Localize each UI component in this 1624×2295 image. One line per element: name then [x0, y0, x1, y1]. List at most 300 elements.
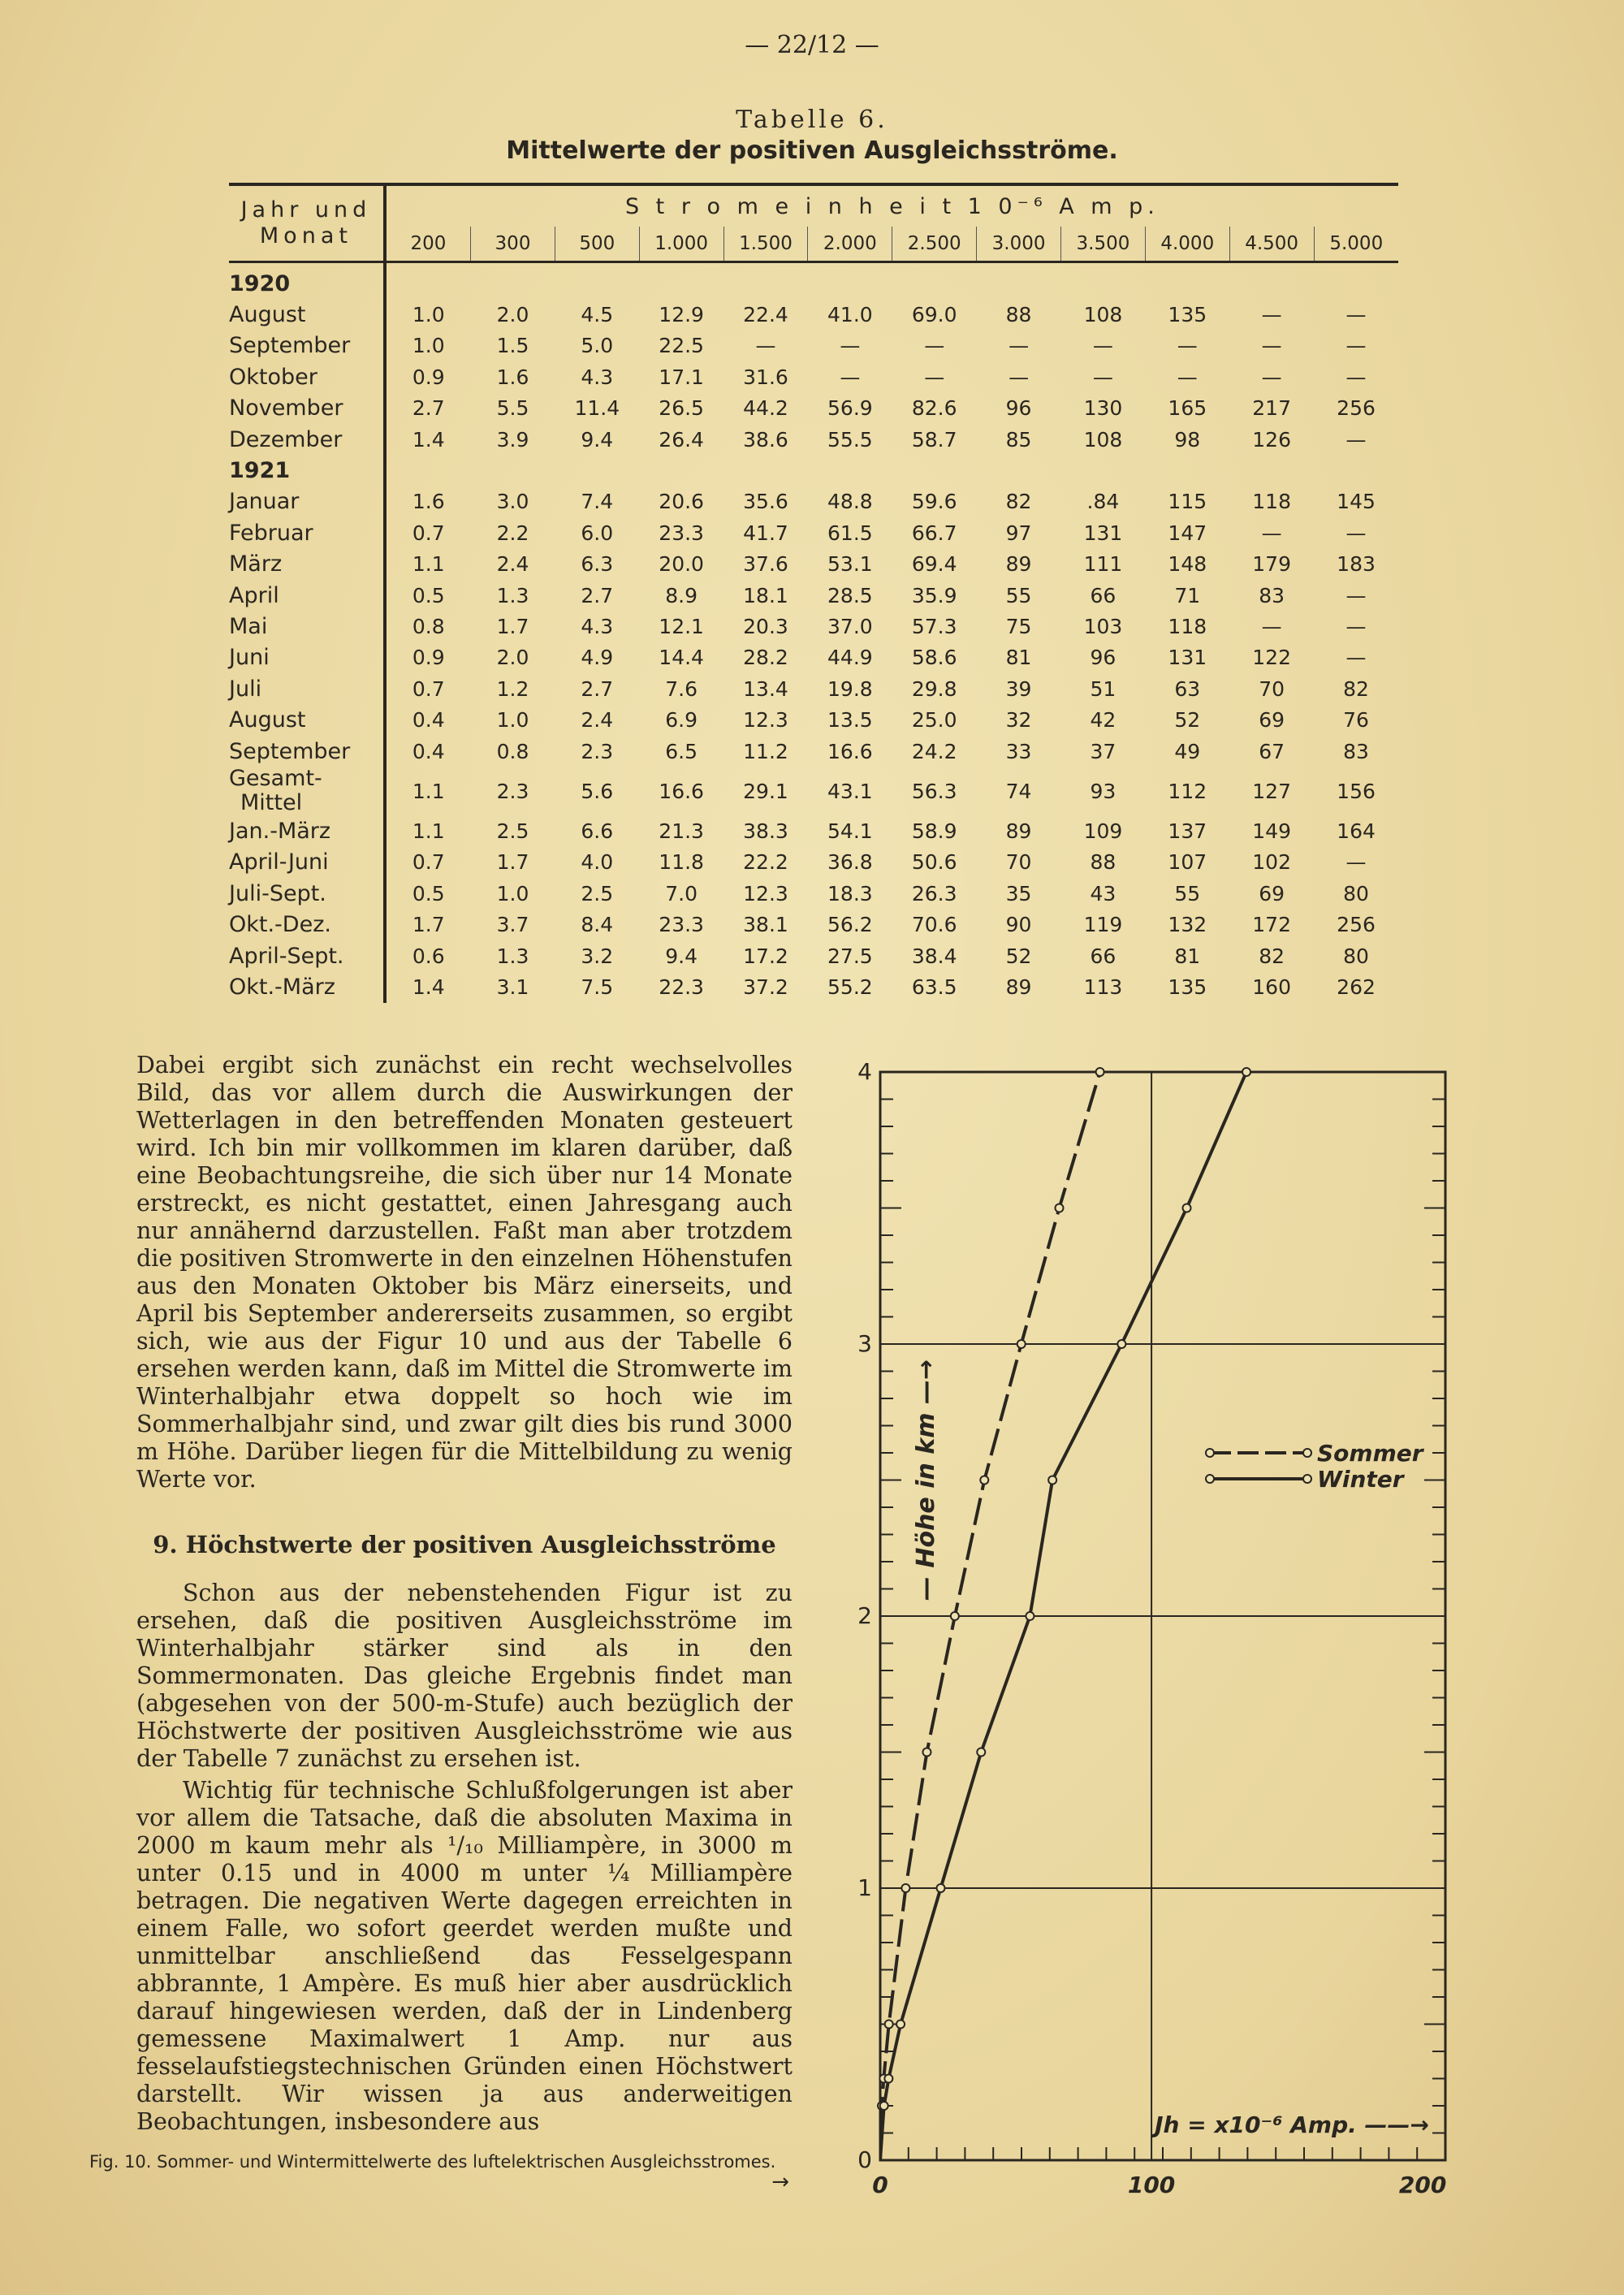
table-cell: 3.9: [496, 427, 529, 452]
table-cell: [1061, 262, 1146, 300]
table-cell: 1.6: [412, 490, 445, 514]
table-year-row: [229, 455, 1398, 486]
table-cell: 16.6: [659, 779, 704, 803]
table-cell: [892, 455, 977, 486]
table-cell: 63: [1174, 676, 1201, 701]
table-cell: 35: [1005, 881, 1032, 905]
table-body: [229, 262, 1398, 1003]
table-cell: 51: [1090, 676, 1116, 701]
table-cell: 37: [1090, 739, 1116, 763]
table-cell: 38.1: [743, 913, 788, 937]
table-cell: 88: [1090, 850, 1116, 875]
table-row: [229, 393, 1398, 424]
table-cell: [385, 262, 471, 300]
table-row: [229, 642, 1398, 673]
table-cell: 217: [1252, 396, 1291, 421]
table-cell: 0.7: [412, 850, 445, 875]
table-cell: 36.8: [827, 850, 873, 875]
table-cell: 112: [1168, 779, 1207, 803]
paragraph-3: [136, 1777, 793, 2136]
row-label: August: [229, 299, 385, 330]
table-cell: —: [1261, 521, 1282, 545]
table-row: [229, 611, 1398, 642]
table-cell: [555, 455, 639, 486]
table-year-row: [229, 262, 1398, 300]
table-cell: 26.3: [911, 881, 957, 905]
table-cell: 6.6: [581, 819, 614, 843]
table-cell: [892, 262, 977, 300]
table-cell: —: [1092, 334, 1113, 358]
table-cell: 3.2: [581, 944, 614, 968]
y-tick-label: 2: [857, 1602, 872, 1629]
table-cell: 4.3: [581, 365, 614, 389]
table-cell: 83: [1343, 739, 1369, 763]
table-cell: 52: [1174, 708, 1201, 733]
table-cell: —: [1009, 334, 1030, 358]
table-cell: 56.9: [827, 396, 873, 421]
column-header-1500: 1.500: [723, 227, 808, 262]
table-cell: 22.2: [743, 850, 788, 875]
x-tick-label: 200: [1398, 2172, 1447, 2198]
x-tick-label: 0: [872, 2172, 888, 2198]
table-cell: —: [1345, 646, 1367, 670]
table-cell: 80: [1343, 881, 1369, 905]
table-cell: —: [1177, 334, 1198, 358]
table-cell: 90: [1005, 913, 1032, 937]
table-cell: 5.5: [496, 396, 529, 421]
table-cell: 131: [1083, 521, 1123, 545]
table-cell: 32: [1005, 708, 1032, 733]
table-cell: [1314, 262, 1398, 300]
table-cell: 256: [1337, 913, 1376, 937]
table-cell: 63.5: [911, 975, 957, 999]
table-cell: 12.3: [743, 708, 788, 733]
table-cell: 9.4: [665, 944, 698, 968]
table-cell: [385, 455, 471, 486]
table-cell: 20.3: [743, 614, 788, 638]
table-cell: 31.6: [743, 365, 788, 389]
table-cell: 0.5: [412, 881, 445, 905]
y-tick-label: 0: [857, 2146, 872, 2173]
table-cell: 20.6: [659, 490, 704, 514]
column-header-4000: 4.000: [1145, 227, 1229, 262]
table-row: [229, 847, 1398, 878]
table-cell: 26.4: [659, 427, 704, 452]
table-row: [229, 940, 1398, 971]
row-header-line1: Jahr und: [240, 197, 372, 223]
table-cell: 23.3: [659, 913, 704, 937]
table-cell: 108: [1083, 303, 1123, 327]
table-cell: —: [1092, 365, 1113, 389]
table-cell: 4.3: [581, 614, 614, 638]
table-row: [229, 971, 1398, 1002]
table-cell: 52: [1005, 944, 1032, 968]
table-cell: 82.6: [911, 396, 957, 421]
table-cell: [1314, 455, 1398, 486]
table-cell: 23.3: [659, 521, 704, 545]
table-cell: 66: [1090, 944, 1116, 968]
table-cell: 96: [1090, 646, 1116, 670]
table-cell: 165: [1168, 396, 1207, 421]
table-cell: 11.2: [743, 739, 788, 763]
table-cell: 7.0: [665, 881, 698, 905]
table-cell: 55: [1005, 583, 1032, 607]
table-cell: 13.4: [743, 676, 788, 701]
table-cell: 6.9: [665, 708, 698, 733]
table-cell: —: [1261, 334, 1282, 358]
table-cell: 1.0: [412, 303, 445, 327]
table-cell: 5.6: [581, 779, 614, 803]
table-cell: 6.5: [665, 739, 698, 763]
table-cell: —: [755, 334, 776, 358]
column-header-200: 200: [385, 227, 471, 262]
row-label: Juni: [229, 642, 385, 673]
table-cell: 119: [1083, 913, 1123, 937]
legend-marker: [1303, 1449, 1311, 1457]
table-cell: 1.4: [412, 427, 445, 452]
table-cell: 8.9: [665, 583, 698, 607]
row-label: April: [229, 580, 385, 611]
row-label: April-Juni: [229, 847, 385, 878]
table-cell: 22.5: [659, 334, 704, 358]
caption-arrow: →: [771, 2170, 789, 2194]
table-cell: 12.9: [659, 303, 704, 327]
table-cell: 122: [1252, 646, 1291, 670]
table-cell: 70.6: [911, 913, 957, 937]
row-header-line2: Monat: [259, 223, 352, 249]
table-cell: 58.7: [911, 427, 957, 452]
table-cell: 38.6: [743, 427, 788, 452]
table-cell: 2.7: [412, 396, 445, 421]
table-cell: 89: [1005, 819, 1032, 843]
table-cell: —: [1345, 583, 1367, 607]
table-cell: 81: [1174, 944, 1201, 968]
table-cell: 118: [1252, 490, 1291, 514]
row-label: Dezember: [229, 424, 385, 455]
section-heading: 9. Höchstwerte der positiven Ausgleichsströme: [153, 1531, 776, 1558]
table-cell: —: [1345, 850, 1367, 875]
table-row: [229, 361, 1398, 392]
table-cell: [639, 455, 723, 486]
row-label: 1921: [229, 455, 385, 486]
data-point-winter: [1117, 1340, 1125, 1348]
table-row: [229, 486, 1398, 517]
table-cell: 69: [1259, 708, 1285, 733]
table-cell: 25.0: [911, 708, 957, 733]
data-point-sommer: [885, 2021, 893, 2029]
row-label: August: [229, 704, 385, 735]
row-label: März: [229, 549, 385, 580]
table-cell: —: [840, 365, 861, 389]
table-cell: 135: [1168, 303, 1207, 327]
legend-label-sommer: Sommer: [1317, 1440, 1423, 1467]
data-point-sommer: [1017, 1340, 1026, 1348]
table-row: [229, 299, 1398, 330]
column-header-1000: 1.000: [639, 227, 723, 262]
table-cell: 132: [1168, 913, 1207, 937]
height-profile-chart: [844, 1048, 1494, 2209]
table-cell: 1.7: [496, 850, 529, 875]
table-cell: 7.5: [581, 975, 614, 999]
table-cell: 1.1: [412, 819, 445, 843]
table-cell: 183: [1337, 552, 1376, 577]
data-point-sommer: [951, 1612, 959, 1620]
table-row: [229, 767, 1398, 815]
table-cell: 44.9: [827, 646, 873, 670]
table-cell: 160: [1252, 975, 1291, 999]
table-cell: 48.8: [827, 490, 873, 514]
table-cell: 118: [1168, 614, 1207, 638]
row-header: [229, 184, 385, 262]
table-cell: 0.9: [412, 365, 445, 389]
table-cell: [1229, 455, 1314, 486]
data-point-sommer: [1055, 1204, 1063, 1212]
table-cell: 29.1: [743, 779, 788, 803]
series-line-sommer: [880, 1048, 1103, 2160]
table-cell: [1145, 262, 1229, 300]
table-cell: 69: [1259, 881, 1285, 905]
row-label: Jan.-März: [229, 815, 385, 846]
table-cell: 0.6: [412, 944, 445, 968]
table-cell: 55.2: [827, 975, 873, 999]
table-row: [229, 580, 1398, 611]
table-cell: [1229, 262, 1314, 300]
table-cell: 130: [1083, 396, 1123, 421]
table-cell: 6.3: [581, 552, 614, 577]
paragraph-1: [136, 1052, 793, 1493]
table-cell: 85: [1005, 427, 1032, 452]
table-cell: [977, 262, 1061, 300]
data-point-winter: [1183, 1204, 1191, 1212]
table-cell: 69.4: [911, 552, 957, 577]
table-row: [229, 517, 1398, 548]
table-cell: 113: [1083, 975, 1123, 999]
table-cell: 1.1: [412, 779, 445, 803]
table-cell: —: [1345, 334, 1367, 358]
column-header-500: 500: [555, 227, 639, 262]
table-cell: 1.3: [496, 944, 529, 968]
table-row: [229, 673, 1398, 704]
table-cell: 111: [1083, 552, 1123, 577]
table-cell: 74: [1005, 779, 1032, 803]
table-cell: 1.0: [496, 881, 529, 905]
table-row: [229, 424, 1398, 455]
row-label: Januar: [229, 486, 385, 517]
legend-marker: [1303, 1475, 1311, 1483]
table-caption: Tabelle 6.: [736, 106, 888, 134]
paragraph-3-text: Wichtig für technische Schlußfolgerungen ist aber vor allem die Tatsache, daß die absoluten Maxima in 2000 m kaum mehr als ¹/₁₀ Milliampère, in 3000 m unter 0.15 und in 4000 m unter ¼ Milliampère betragen. Die negativen Werte dagegen erreichten in einem Falle, wo sofort geerdet werden mußte und unmittelbar anschließend das Fesselgespann abbrannte, 1 Ampère. Es muß hier aber ausdrücklich darauf hingewiesen werden, daß der in Lindenberg gemessene Maximalwert 1 Amp. nur aus fesselaufstiegstechnischen Gründen einen Höchstwert darstellt. Wir wissen ja aus anderweitigen Beobachtungen, insbesondere aus: [136, 1777, 793, 2135]
table-cell: 108: [1083, 427, 1123, 452]
table-cell: 66: [1090, 583, 1116, 607]
table-cell: 14.4: [659, 646, 704, 670]
column-header-300: 300: [471, 227, 555, 262]
table-cell: 127: [1252, 779, 1291, 803]
table-cell: —: [1261, 614, 1282, 638]
table-cell: 172: [1252, 913, 1291, 937]
table-cell: 135: [1168, 975, 1207, 999]
table-cell: 0.7: [412, 521, 445, 545]
table-cell: 2.0: [496, 646, 529, 670]
table-cell: 61.5: [827, 521, 873, 545]
table-cell: 3.7: [496, 913, 529, 937]
table-cell: 9.4: [581, 427, 614, 452]
table-row: [229, 878, 1398, 909]
table-row: [229, 909, 1398, 940]
table-cell: 3.1: [496, 975, 529, 999]
table-cell: 57.3: [911, 614, 957, 638]
data-point-sommer: [1096, 1068, 1104, 1076]
table-cell: 1.0: [412, 334, 445, 358]
row-label: September: [229, 736, 385, 767]
table-cell: 21.3: [659, 819, 704, 843]
table-cell: 82: [1005, 490, 1032, 514]
table-cell: —: [1345, 303, 1367, 327]
table-cell: 75: [1005, 614, 1032, 638]
table-cell: 22.3: [659, 975, 704, 999]
table-cell: —: [1009, 365, 1030, 389]
data-point-winter: [884, 2075, 892, 2083]
table-cell: 97: [1005, 521, 1032, 545]
table-cell: 26.5: [659, 396, 704, 421]
table-cell: .84: [1086, 490, 1120, 514]
table-cell: 28.2: [743, 646, 788, 670]
column-header-3000: 3.000: [977, 227, 1061, 262]
row-label: Mai: [229, 611, 385, 642]
table-title: Mittelwerte der positiven Ausgleichsströme.: [506, 136, 1118, 165]
table-cell: 35.6: [743, 490, 788, 514]
x-tick-label: 100: [1127, 2172, 1176, 2198]
table-cell: —: [1345, 427, 1367, 452]
table-cell: —: [1345, 365, 1367, 389]
table-cell: 0.8: [496, 739, 529, 763]
table-cell: 4.5: [581, 303, 614, 327]
table-cell: 3.0: [496, 490, 529, 514]
table-cell: 2.3: [581, 739, 614, 763]
data-point-winter: [1026, 1612, 1034, 1620]
table-row: [229, 736, 1398, 767]
table-cell: 93: [1090, 779, 1116, 803]
table-cell: 179: [1252, 552, 1291, 577]
table-cell: [471, 455, 555, 486]
column-header-3500: 3.500: [1061, 227, 1146, 262]
table-cell: 88: [1005, 303, 1032, 327]
table-cell: 1.1: [412, 552, 445, 577]
table-cell: [471, 262, 555, 300]
table-cell: 0.4: [412, 708, 445, 733]
table-cell: 103: [1083, 614, 1123, 638]
table-cell: 24.2: [911, 739, 957, 763]
table-cell: 1.3: [496, 583, 529, 607]
table-cell: 1.7: [496, 614, 529, 638]
table-cell: 8.4: [581, 913, 614, 937]
table-cell: 1.2: [496, 676, 529, 701]
table-cell: 55: [1174, 881, 1201, 905]
row-label: 1920: [229, 262, 385, 300]
table-row: [229, 331, 1398, 361]
data-point-winter: [880, 2102, 888, 2110]
y-tick-label: 3: [857, 1330, 872, 1357]
table-cell: 0.9: [412, 646, 445, 670]
table-cell: 37.0: [827, 614, 873, 638]
table-cell: 0.8: [412, 614, 445, 638]
table-cell: 11.8: [659, 850, 704, 875]
table-cell: 148: [1168, 552, 1207, 577]
paragraph-1-text: Dabei ergibt sich zunächst ein recht wechselvolles Bild, das vor allem durch die Auswirkungen der Wetterlagen in den betreffenden Monaten gesteuert wird. Ich bin mir vollkommen im klaren darüber, daß eine Beobachtungsreihe, die sich über nur 14 Monate erstreckt, es nicht gestattet, einen Jahresgang auch nur annähernd darzustellen. Faßt man aber trotzdem die positiven Stromwerte in den einzelnen Höhenstufen aus den Monaten Oktober bis März einerseits, und April bis September andererseits zusammen, so ergibt sich, wie aus der Figur 10 und aus der Tabelle 6 ersehen werden kann, daß im Mittel die Stromwerte im Winterhalbjahr etwa doppelt so hoch wie im Sommerhalbjahr sind, und zwar gilt dies bis rund 3000 m Höhe. Darüber liegen für die Mittelbildung zu wenig Werte vor.: [136, 1052, 793, 1493]
table-cell: 109: [1083, 819, 1123, 843]
row-label: Okt.-März: [229, 971, 385, 1002]
row-label: Gesamt- Mittel: [229, 767, 385, 815]
data-point-sommer: [980, 1476, 988, 1485]
table-cell: —: [1345, 521, 1367, 545]
row-label: Februar: [229, 517, 385, 548]
table-cell: 102: [1252, 850, 1291, 875]
table-cell: 145: [1337, 490, 1376, 514]
data-table: [229, 183, 1398, 1003]
table-cell: [1145, 455, 1229, 486]
table-cell: 55.5: [827, 427, 873, 452]
table-cell: 70: [1005, 850, 1032, 875]
unit-header: S t r o m e i n h e i t 1 0⁻⁶ A m p.: [385, 184, 1398, 227]
table-cell: 82: [1259, 944, 1285, 968]
table-row: [229, 704, 1398, 735]
table-cell: [639, 262, 723, 300]
table-cell: 2.2: [496, 521, 529, 545]
data-point-winter: [977, 1748, 985, 1757]
table-cell: 4.0: [581, 850, 614, 875]
table-cell: 58.9: [911, 819, 957, 843]
table-cell: 20.0: [659, 552, 704, 577]
table-cell: 137: [1168, 819, 1207, 843]
table-cell: 96: [1005, 396, 1032, 421]
x-axis-label: Jh = x10⁻⁶ Amp. ——→: [1155, 2111, 1429, 2138]
legend-label-winter: Winter: [1317, 1466, 1404, 1493]
table-cell: 17.2: [743, 944, 788, 968]
table-cell: 107: [1168, 850, 1207, 875]
table-cell: 2.4: [496, 552, 529, 577]
table-cell: —: [1177, 365, 1198, 389]
table-cell: 1.5: [496, 334, 529, 358]
table-cell: 2.4: [581, 708, 614, 733]
table-cell: 83: [1259, 583, 1285, 607]
data-point-sommer: [901, 1884, 909, 1892]
table-cell: 13.5: [827, 708, 873, 733]
table-cell: 2.0: [496, 303, 529, 327]
table-cell: 37.6: [743, 552, 788, 577]
column-header-2000: 2.000: [808, 227, 892, 262]
table-cell: 98: [1174, 427, 1201, 452]
table-cell: 131: [1168, 646, 1207, 670]
table-cell: 50.6: [911, 850, 957, 875]
table-cell: [977, 455, 1061, 486]
row-label: September: [229, 331, 385, 361]
table-cell: 12.3: [743, 881, 788, 905]
table-cell: [808, 262, 892, 300]
table-cell: 19.8: [827, 676, 873, 701]
table-cell: 38.3: [743, 819, 788, 843]
row-label: November: [229, 393, 385, 424]
row-label: April-Sept.: [229, 940, 385, 971]
table-cell: 1.4: [412, 975, 445, 999]
table-cell: 39: [1005, 676, 1032, 701]
data-point-winter: [936, 1884, 944, 1892]
table-cell: 41.7: [743, 521, 788, 545]
table-cell: 80: [1343, 944, 1369, 968]
table-cell: 76: [1343, 708, 1369, 733]
table-cell: [723, 262, 808, 300]
paragraph-2-text: Schon aus der nebenstehenden Figur ist zu ersehen, daß die positiven Ausgleichsströme im Winterhalbjahr stärker sind als in den Sommermonaten. Das gleiche Ergebnis findet man (abgesehen von der 500-m-Stufe) auch bezüglich der Höchstwerte der positiven Ausgleichsströme wie aus der Tabelle 7 zunächst zu ersehen ist.: [136, 1580, 793, 1772]
data-point-sommer: [922, 1748, 931, 1757]
data-point-winter: [896, 2021, 905, 2029]
